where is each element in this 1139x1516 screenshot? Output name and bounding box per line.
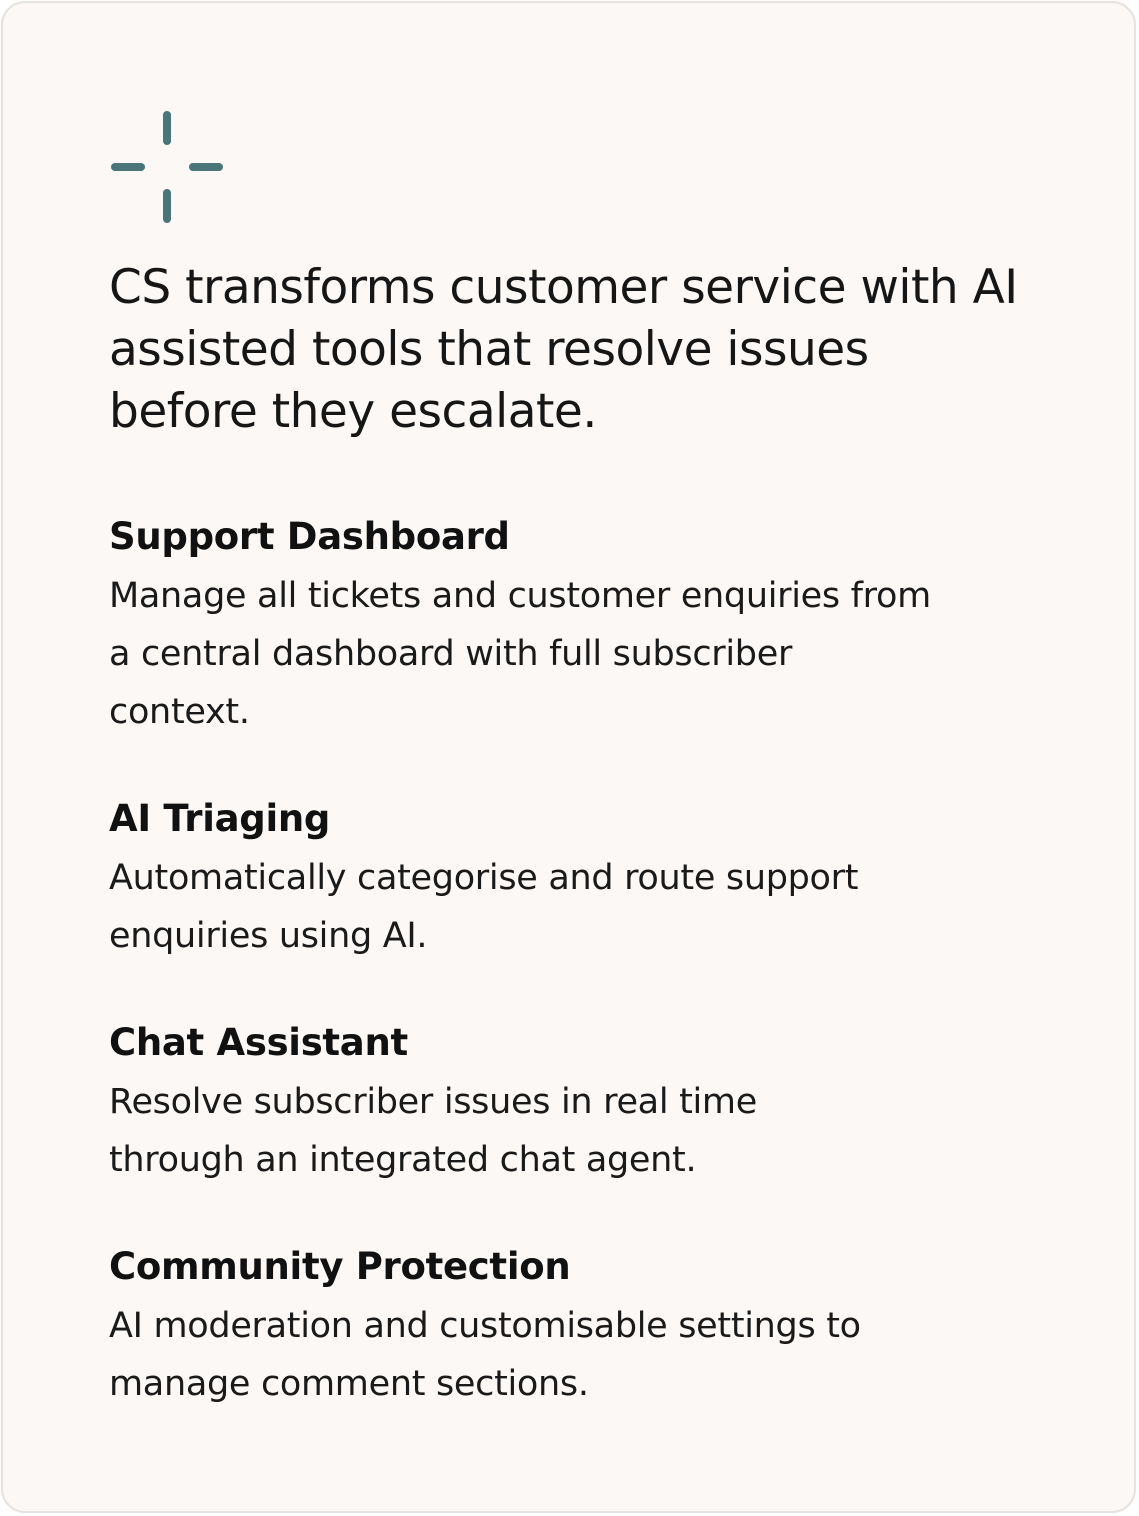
sparkle-crosshair-icon [107,107,227,227]
feature-description: Automatically categorise and route support enquiries using AI. [109,858,859,956]
feature-title: Chat Assistant [109,1021,408,1064]
feature-title: Community Protection [109,1245,571,1288]
headline: CS transforms customer service with AI assisted tools that resolve issues before they escalate. [109,260,1018,439]
feature-description: AI moderation and customisable settings to manage comment sections. [109,1306,861,1404]
feature-list [109,511,1009,1465]
feature-title: Support Dashboard [109,515,510,558]
feature-community-protection [109,1241,1009,1413]
feature-ai-triaging [109,793,1009,965]
feature-support-dashboard [109,511,1009,741]
feature-description: Manage all tickets and customer enquiries from a central dashboard with full subscriber context. [109,576,931,732]
feature-title: AI Triaging [109,797,331,840]
feature-card [1,1,1136,1513]
feature-chat-assistant [109,1017,1009,1189]
feature-description: Resolve subscriber issues in real time through an integrated chat agent. [109,1082,757,1180]
